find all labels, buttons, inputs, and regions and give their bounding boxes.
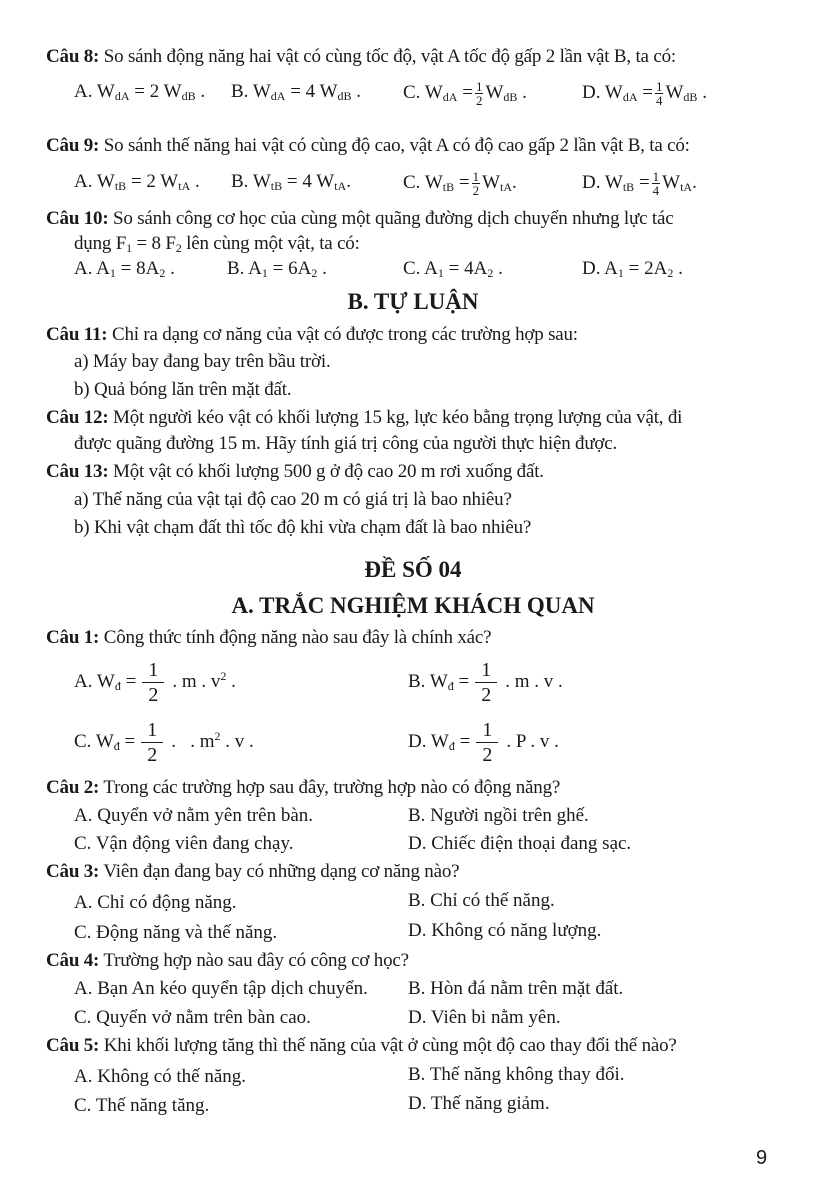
question-3 [46, 860, 459, 884]
question-text: So sánh động năng hai vật có cùng tốc độ, vật A tốc độ gấp 2 lần vật B, ta có: [99, 46, 676, 67]
question-text: Chỉ ra dạng cơ năng của vật có được trong các trường hợp sau: [107, 324, 578, 345]
question-text: Viên đạn đang bay có những dạng cơ năng nào? [99, 861, 460, 882]
fraction: $\frac{1}{2}$ [475, 658, 497, 707]
q10-option-a: A. $A_1 = 8A_2$ . [74, 258, 175, 280]
question-10 [46, 207, 673, 231]
q11-item-b: b) Quả bóng lăn trên mặt đất. [74, 379, 292, 400]
q10-option-c: C. $A_1 = 4A_2$ . [403, 258, 503, 280]
q2-option-b: B. Người ngồi trên ghế. [408, 805, 589, 826]
question-label: Câu 2: [46, 777, 100, 798]
q5-option-d: D. Thế năng giảm. [408, 1093, 550, 1114]
q1-option-a: A. $W_đ$ = $\frac{1}{2}$ . m . $v^2$ . [74, 659, 236, 707]
question-label: Câu 12: [46, 407, 109, 428]
question-5 [46, 1034, 677, 1058]
question-text: Một người kéo vật có khối lượng 15 kg, lực kéo bằng trọng lượng của vật, đi [108, 407, 683, 428]
question-12-continued: được quãng đường 15 m. Hãy tính giá trị công của người thực hiện được. [74, 433, 618, 454]
question-2 [46, 776, 560, 800]
fraction: $\frac{1}{2}$ [475, 79, 483, 108]
question-label: Câu 3: [46, 861, 100, 882]
fraction: $\frac{1}{4}$ [655, 79, 663, 108]
q11-item-a: a) Máy bay đang bay trên bầu trời. [74, 351, 331, 372]
question-text: Công thức tính động năng nào sau đây là chính xác? [99, 627, 492, 648]
question-1 [46, 626, 491, 650]
q13-item-b: b) Khi vật chạm đất thì tốc độ khi vừa chạm đất là bao nhiêu? [74, 517, 532, 538]
q4-option-c: C. Quyển vở nằm trên bàn cao. [74, 1007, 311, 1028]
q8-option-c: C. $W_{dA}$ = $\frac{1}{2}$ $W_{dB}$ . [403, 79, 527, 108]
question-label: Câu 4: [46, 950, 100, 971]
question-8 [46, 45, 676, 69]
q4-option-a: A. Bạn An kéo quyển tập dịch chuyển. [74, 978, 368, 999]
q2-option-a: A. Quyển vở nằm yên trên bàn. [74, 805, 314, 826]
question-text: Một vật có khối lượng 500 g ở độ cao 20 m rơi xuống đất. [108, 461, 544, 482]
fraction: $\frac{1}{2}$ [476, 718, 498, 767]
question-text: So sánh công cơ học của cùng một quãng đường dịch chuyển nhưng lực tác [108, 208, 674, 229]
question-10-continued: dụng $F_1 = 8$ $F_2$ lên cùng một vật, ta có: [74, 233, 360, 255]
q3-option-b: B. Chỉ có thế năng. [408, 890, 555, 911]
q8-option-b: B. $W_{dA} = 4$ $W_{dB}$ . [231, 81, 362, 103]
q2-option-d: D. Chiếc điện thoại đang sạc. [408, 833, 632, 854]
q4-option-d: D. Viên bi nằm yên. [408, 1007, 561, 1028]
question-label: Câu 5: [46, 1035, 100, 1056]
q13-item-a: a) Thế năng của vật tại độ cao 20 m có giá trị là bao nhiêu? [74, 489, 512, 510]
question-9 [46, 134, 690, 158]
q3-option-c: C. Động năng và thế năng. [74, 922, 278, 943]
q1-option-c: C. $W_đ$ = $\frac{1}{2}$ . . $m^2$ . v . [74, 719, 254, 767]
question-11 [46, 323, 578, 347]
q8-option-d: D. $W_{dA}$ = $\frac{1}{4}$ $W_{dB}$ . [582, 79, 707, 108]
question-text: Trong các trường hợp sau đây, trường hợp nào có động năng? [99, 777, 561, 798]
page-number: 9 [756, 1147, 768, 1169]
q5-option-c: C. Thế năng tăng. [74, 1095, 210, 1116]
question-text: Khi khối lượng tăng thì thế năng của vật ở cùng một độ cao thay đổi thế nào? [99, 1035, 677, 1056]
q3-option-d: D. Không có năng lượng. [408, 920, 602, 941]
section-heading-trac-nghiem: A. TRẮC NGHIỆM KHÁCH QUAN [231, 593, 595, 618]
q2-option-c: C. Vận động viên đang chạy. [74, 833, 294, 854]
fraction: $\frac{1}{2}$ [472, 169, 480, 198]
section-heading-tu-luan: B. TỰ LUẬN [347, 289, 479, 314]
q8-option-a: A. $W_{dA} = 2$ $W_{dB}$ . [74, 81, 206, 103]
q1-option-b: B. $W_đ$ = $\frac{1}{2}$ . m . v . [408, 659, 563, 707]
q1-option-d: D. $W_đ$ = $\frac{1}{2}$ . P . v . [408, 719, 559, 767]
question-text: Trường hợp nào sau đây có công cơ học? [99, 950, 409, 971]
question-4 [46, 949, 409, 973]
fraction: $\frac{1}{2}$ [142, 658, 164, 707]
question-label: Câu 13: [46, 461, 109, 482]
question-label: Câu 10: [46, 208, 109, 229]
question-label: Câu 11: [46, 324, 108, 345]
q4-option-b: B. Hòn đá nằm trên mặt đất. [408, 978, 624, 999]
fraction: $\frac{1}{2}$ [141, 718, 163, 767]
q5-option-a: A. Không có thế năng. [74, 1066, 247, 1087]
question-12 [46, 406, 682, 430]
exam-title: ĐỀ SỐ 04 [364, 557, 462, 582]
q9-option-c: C. $W_{tB}$ = $\frac{1}{2}$ $W_{tA}$. [403, 169, 517, 198]
question-label: Câu 9: [46, 135, 100, 156]
q9-option-b: B. $W_{tB} = 4$ $W_{tA}$. [231, 171, 351, 193]
question-label: Câu 1: [46, 627, 100, 648]
q5-option-b: B. Thế năng không thay đổi. [408, 1064, 625, 1085]
fraction: $\frac{1}{4}$ [652, 169, 660, 198]
question-13 [46, 460, 544, 484]
q9-option-d: D. $W_{tB}$ = $\frac{1}{4}$ $W_{tA}$. [582, 169, 697, 198]
q10-option-b: B. $A_1 = 6A_2$ . [227, 258, 327, 280]
q3-option-a: A. Chỉ có động năng. [74, 892, 237, 913]
question-text: So sánh thế năng hai vật có cùng độ cao, vật A có độ cao gấp 2 lần vật B, ta có: [99, 135, 690, 156]
q9-option-a: A. $W_{tB} = 2$ $W_{tA}$ . [74, 171, 200, 193]
q10-option-d: D. $A_1 = 2A_2$ . [582, 258, 683, 280]
question-label: Câu 8: [46, 46, 100, 67]
